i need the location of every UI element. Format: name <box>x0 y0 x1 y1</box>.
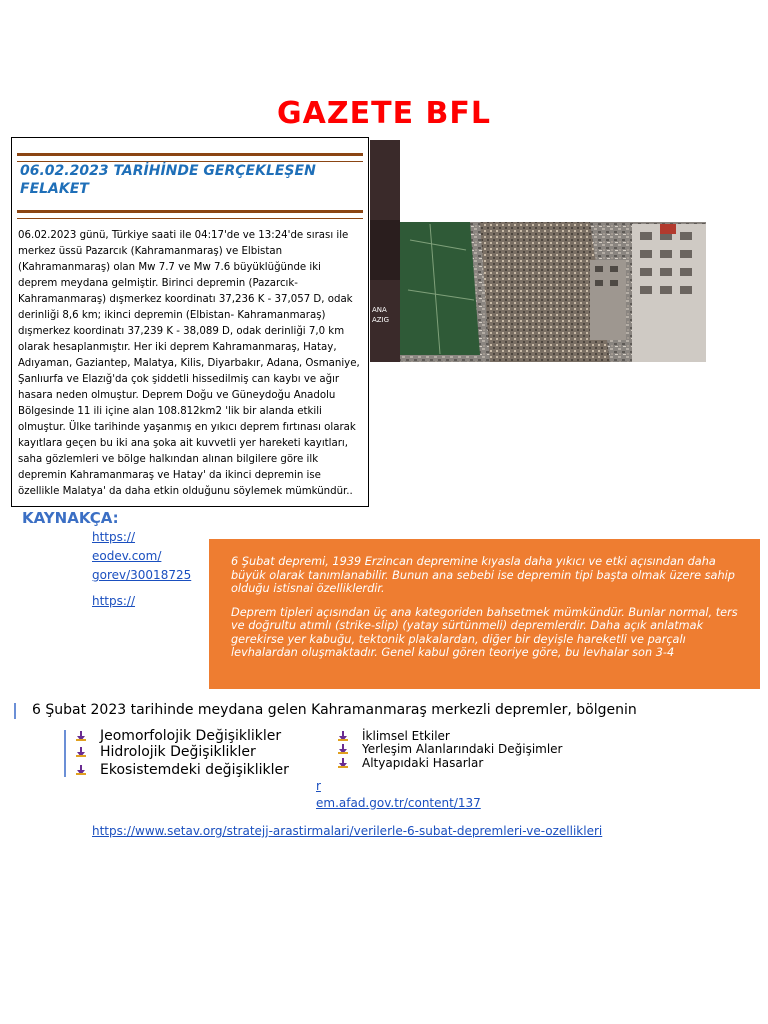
article-body: 06.02.2023 günü, Türkiye saati ile 04:17'de ve 13:24'de sırası ile merkez üssü Pazarcık (Kahramanmaraş) ve Elbistan (Kahramanmaraş) olan Mw 7.7 ve Mw 7.6 büyüklüğünde iki deprem meydana gelmiştir. Birinci depremin (Pazarcık-Kahramanmaraş) dışmerkez koordinatı 37,236 K - 37,057 D, odak derinliği 8,6 km; ikinci depremin (Elbistan- Kahramanmaraş) dışmerkez koordinatı 37,239 K - 38,089 D, odak derinliği 7,0 km olarak hesaplanmıştır. Her iki deprem Kahramanmaraş, Hatay, Adıyaman, Gaziantep, Malatya, Kilis, Diyarbakır, Adana, Osmaniye, Şanlıurfa ve Elazığ'da çok şiddetli hissedilmiş can kaybı ve ağır hasara neden olmuştur. Deprem Doğu ve Güneydoğu Anadolu Bölgesinde 11 ili içine alan 108.812km2 'lik bir alanda etkili olmuştur. Ülke tarihinde yaşanmış en yıkıcı deprem fırtınası olarak kayıtlara geçen bu iki ana şoka ait kuvvetli yer hareketi kayıtları, saha gözlemleri ve bölge halkından alınan bilgilere göre ilk depremin Kahramanmaraş ve Hatay' da ikinci depremin ise özellikle Malatya' da daha etkin olduğunu söylemek mümkündür.. <box>18 230 360 497</box>
source-link-4[interactable]: https://www.setav.org/stratejj-arastirmalari/verilerle-6-subat-depremleri-ve-ozellikleri <box>92 824 603 838</box>
arrow-bullet-icon <box>338 744 348 754</box>
page-title: GAZETE BFL <box>277 96 491 131</box>
effects-intro: 6 Şubat 2023 tarihinde meydana gelen Kahramanmaraş merkezli depremler, bölgenin <box>32 702 637 718</box>
callout-paragraph-2: Deprem tipleri açısından üç ana kategoriden bahsetmek mümkündür. Bunlar normal, ters ve doğrultu atımlı (strike-slip) (yatay sürtünmeli) depremlerdir. Daha açık anlatmak gerekirse yer kabuğu, tektonik plakalardan, diğer bir deyişle hareketli ve parçalı levhalardan oluşmaktadır. Genel kabul gören teoriye göre, bu levhalar son 3-4 <box>231 605 738 659</box>
arrow-bullet-icon <box>338 758 348 768</box>
list-item-label: Hidrolojik Değişiklikler <box>100 744 256 760</box>
list-item-label: Jeomorfolojik Değişiklikler <box>100 728 282 744</box>
list-item-label: Altyapıdaki Hasarlar <box>362 756 484 770</box>
list-item-label: İklimsel Etkiler <box>362 729 450 743</box>
source-link-1-line-2[interactable]: eodev.com/ <box>92 549 162 563</box>
source-link-3-line-1[interactable]: r <box>316 779 321 793</box>
source-link-1-line-1[interactable]: https:// <box>92 530 136 544</box>
arrow-bullet-icon <box>76 731 86 741</box>
photo-overlay-text-1: ANA <box>372 306 387 314</box>
arrow-bullet-icon <box>76 747 86 757</box>
article-heading: 06.02.2023 TARİHİNDE GERÇEKLEŞEN FELAKET <box>20 163 316 197</box>
list-bar <box>64 730 66 777</box>
source-link-1-line-3[interactable]: gorev/30018725 <box>92 568 192 582</box>
arrow-bullet-icon <box>76 765 86 775</box>
photo-overlay-text-2: AZIG <box>372 316 390 324</box>
arrow-bullet-icon <box>338 731 348 741</box>
callout-paragraph-1: 6 Şubat depremi, 1939 Erzincan depremine kıyasla daha yıkıcı ve etki açısından daha büyük olarak tanımlanabilir. Bunun ana sebebi ise depremin tipi başta olmak üzere sahip olduğu istisnai özelliklerdir. <box>231 555 735 595</box>
list-item-label: Ekosistemdeki değişiklikler <box>100 762 289 778</box>
quote-bar <box>14 703 16 719</box>
article-bottom-rule <box>17 210 363 219</box>
callout-box <box>209 539 760 689</box>
source-link-2[interactable]: https:// <box>92 594 136 608</box>
article-box <box>11 137 369 507</box>
earthquake-aerial-photo <box>370 140 706 362</box>
list-item-label: Yerleşim Alanlarındaki Değişimler <box>362 742 563 756</box>
sources-heading: KAYNAKÇA: <box>22 509 119 527</box>
article-top-rule <box>17 153 363 162</box>
source-link-3-line-2[interactable]: em.afad.gov.tr/content/137 <box>316 796 481 810</box>
